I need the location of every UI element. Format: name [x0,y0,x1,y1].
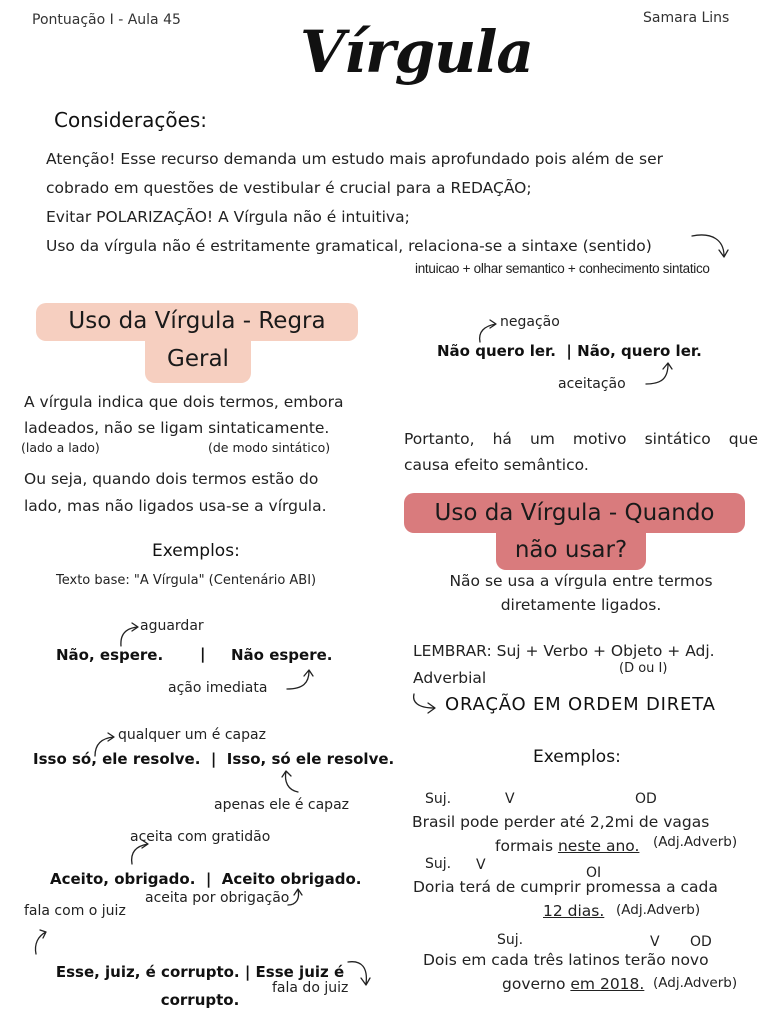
regra-geral-title-box [36,303,358,341]
regra-geral-p2 [24,466,371,520]
quando-nao-title-box2 [496,532,646,570]
curved-arrow-icon [128,838,154,866]
ex1-bottom-note: ação imediata [168,680,268,696]
quando-nao-desc-line2: diretamente ligados. [500,596,662,614]
ex3-top-note: aceita com gratidão [130,829,271,845]
quando-nao-desc-line1: Não se usa a vírgula entre termos [449,572,713,590]
ex-r3-suj: Suj. [497,932,524,948]
note-modo-sintatico: (de modo sintático) [208,440,331,455]
exemplos-heading-right: Exemplos: [533,747,621,767]
regra-geral-p1-line2: ladeados, não se ligam sintaticamente. [24,419,330,437]
exemplos-heading-left: Exemplos: [152,541,240,561]
ex-r1-line1: Brasil pode perder até 2,2mi de vagas [412,813,710,831]
texto-base: Texto base: "A Vírgula" (Centenário ABI) [56,573,317,588]
ex-r1-line2 [495,833,639,859]
consideracoes-note: intuicao + olhar semantico + conhecimento sintatico [415,261,710,276]
page-title: Vírgula [300,18,533,86]
ex1-separator: | [200,645,206,663]
portanto-line2: causa efeito semântico. [404,456,589,474]
consideracoes-line: Evitar POLARIZAÇÃO! A Vírgula não é intuitiva; [46,208,410,226]
ex-r3-line2 [502,971,644,997]
consideracoes-text [46,145,756,261]
ex-r3-adverbial: em 2018. [570,975,645,993]
curved-arrow-icon [476,318,500,344]
curved-arrow-icon [284,887,306,909]
ex-r3-od: OD [690,934,712,950]
lesson-label: Pontuação I - Aula 45 [32,12,181,28]
ex3-bottom-note: aceita por obrigação [145,890,290,906]
ex1-left: Não, espere. [56,646,164,664]
ex4-bottom-note: fala do juiz [272,980,349,996]
ex-r2-tag: (Adj.Adverb) [616,902,701,918]
curved-arrow-icon [410,692,440,716]
regra-geral-p1-line1: A vírgula indica que dois termos, embora [24,393,344,411]
regra-geral-title-box2 [145,341,251,383]
ex1-top-note: aguardar [140,618,204,634]
quando-nao-desc [404,569,758,617]
regra-geral-title-line2: Geral [167,346,229,372]
regra-geral-p2-line1: Ou seja, quando dois termos estão do [24,470,319,488]
consideracoes-line: Uso da vírgula não é estritamente gramatical, relaciona-se a sintaxe (sentido) [46,237,652,255]
negacao-note: negação [500,314,560,330]
regra-geral-p1 [24,389,371,441]
ex-r1-line2-pre: formais [495,837,554,855]
negacao-sentence: Não quero ler. | Não, quero ler. [437,342,702,360]
regra-geral-p2-line2: lado, mas não ligados usa-se a vírgula. [24,497,327,515]
ex-r1-v: V [505,791,515,807]
ex-r3-tag: (Adj.Adverb) [653,975,738,991]
d-ou-i-note: (D ou I) [619,661,668,676]
consideracoes-line: Atenção! Esse recurso demanda um estudo mais aprofundado pois além de ser [46,150,663,168]
curved-arrow-icon [346,958,372,988]
ex2-bottom-note: apenas ele é capaz [214,797,349,813]
author-label: Samara Lins [643,10,730,26]
ex-r3-v: V [650,934,660,950]
ex1-right: Não espere. [231,646,333,664]
note-lado-a-lado: (lado a lado) [21,440,100,455]
portanto-line1: Portanto, há um motivo sintático que [404,430,758,448]
adverbial-label: Adverbial [413,669,487,687]
ex-r2-oi: OI [586,865,602,881]
ex-r1-tag: (Adj.Adverb) [653,834,738,850]
quando-nao-title-line2: não usar? [514,537,628,563]
ex-r1-od: OD [635,791,657,807]
regra-geral-title-line1: Uso da Vírgula - Regra [68,308,326,334]
curved-arrow-icon [280,768,304,794]
ex4-top-note: fala com o juiz [24,903,126,919]
lembrar-line: LEMBRAR: Suj + Verbo + Objeto + Adj. [413,642,715,660]
curved-arrow-icon [644,360,674,388]
curved-arrow-icon [690,232,730,262]
ordem-direta-label: ORAÇÃO EM ORDEM DIRETA [445,694,716,715]
ex-r1-adverbial: neste ano. [557,837,640,855]
ex4-line2: corrupto. [160,991,240,1009]
ex4-line1: Esse, juiz, é corrupto. | Esse juiz é [55,963,345,981]
aceitacao-note: aceitação [558,376,626,392]
ex-r3-line1: Dois em cada três latinos terão novo [423,951,709,969]
ex-r2-v: V [476,857,486,873]
ex-r2-line1: Doria terá de cumprir promessa a cada [413,878,718,896]
quando-nao-title-box [404,493,745,533]
ex-r2-adverbial: 12 dias. [543,902,605,920]
ex-r1-suj: Suj. [425,791,452,807]
curved-arrow-icon [285,667,315,693]
ex-r2-suj: Suj. [425,856,452,872]
curved-arrow-icon [32,926,52,956]
consideracoes-line: cobrado em questões de vestibular é crucial para a REDAÇÃO; [46,179,532,197]
ex2-top-note: qualquer um é capaz [118,727,266,743]
ex-r2-line2 [543,898,604,924]
ex2-sentence: Isso só, ele resolve. | Isso, só ele resolve. [33,750,395,768]
portanto-paragraph [404,426,758,478]
ex3-sentence: Aceito, obrigado. | Aceito obrigado. [50,870,362,888]
consideracoes-heading: Considerações: [54,108,208,132]
ex-r3-line2-pre: governo [502,975,566,993]
quando-nao-title-line1: Uso da Vírgula - Quando [434,500,715,526]
